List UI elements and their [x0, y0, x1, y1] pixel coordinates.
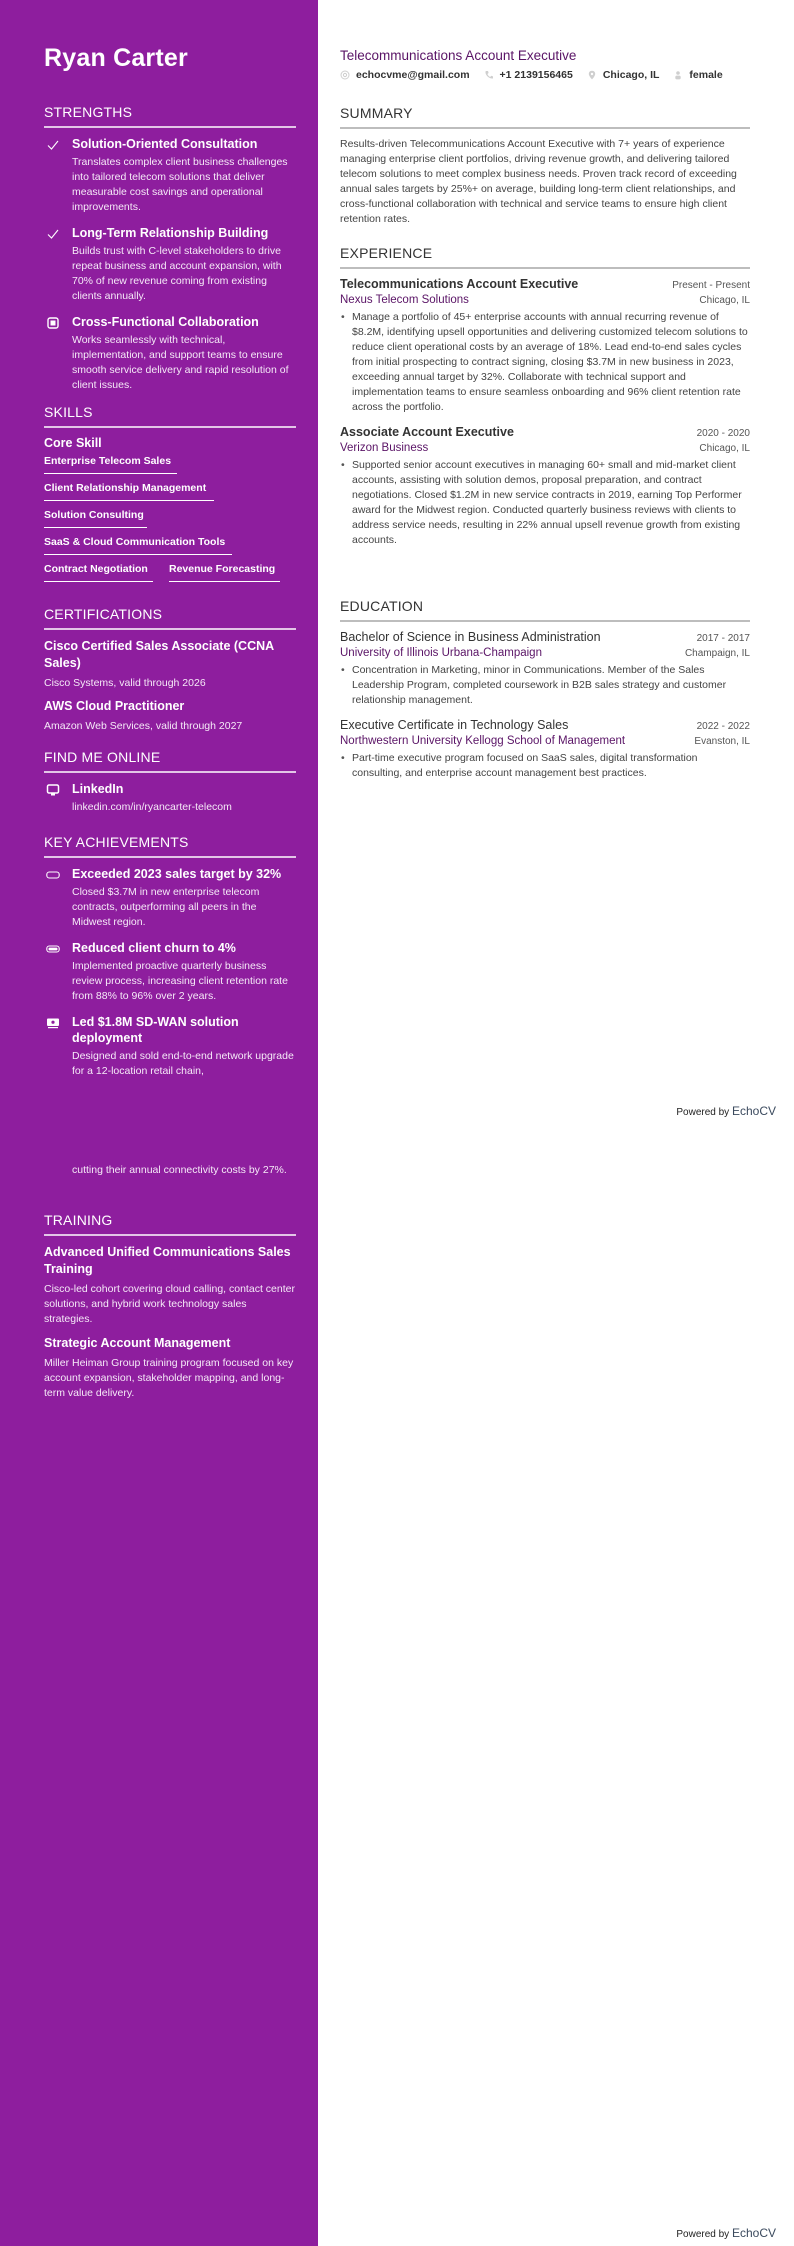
- cert-issuer: Amazon Web Services, valid through 2027: [44, 720, 243, 732]
- summary-text: Results-driven Telecommunications Account Executive with 7+ years of experience managing enterprise client portfolios, driving revenue growth, and delivering tailored telecom solutions to meet complex business needs. Proven track record of exceeding annual sales targets by 25%+ on average, building long-term client relationships, and cross-functional collaboration with technical and service teams to ensure high client retention rates.: [340, 138, 737, 225]
- strength-desc: Builds trust with C-level stakeholders to drive repeat business and account expansion, with 70% of new revenue coming from existing clients annually.: [72, 245, 282, 302]
- header: [340, 48, 750, 81]
- person-icon: [673, 70, 683, 80]
- certifications-section: [44, 606, 296, 741]
- strength-title: Long-Term Relationship Building: [72, 226, 269, 240]
- date-range: 2017 - 2017: [696, 633, 750, 644]
- at-icon: [340, 70, 350, 80]
- institution-name: Northwestern University Kellogg School of Management: [340, 735, 626, 747]
- achievement-title: Led $1.8M SD-WAN solution deployment: [72, 1015, 239, 1045]
- achievements-section: [44, 834, 296, 1089]
- powered-by-footer-page1: [676, 1104, 776, 1118]
- strength-item: [44, 225, 296, 304]
- skill-tag: Solution Consulting: [44, 509, 147, 528]
- training-title: Advanced Unified Communications Sales Training: [44, 1245, 291, 1276]
- skills-list: [44, 455, 296, 590]
- powered-by-label: Powered by: [676, 1107, 730, 1118]
- achievement-title: Exceeded 2023 sales target by 32%: [72, 867, 282, 881]
- skills-section: [44, 404, 296, 590]
- skill-group-label: Core Skill: [44, 436, 102, 450]
- online-site-name: LinkedIn: [72, 782, 124, 796]
- phone-text: +1 2139156465: [499, 69, 573, 81]
- position-title: Associate Account Executive: [340, 425, 514, 439]
- bullet-item: • Part-time executive program focused on SaaS sales, digital transformation consulting, and enterprise account management best practices.: [340, 751, 750, 781]
- candidate-name: Ryan Carter: [44, 44, 188, 72]
- cert-title: Cisco Certified Sales Associate (CCNA Sales): [44, 639, 274, 670]
- email-text: echocvme@gmail.com: [356, 69, 470, 81]
- achievement-title: Reduced client churn to 4%: [72, 941, 236, 955]
- achievement-desc: Designed and sold end-to-end network upgrade for a 12-location retail chain,: [72, 1050, 294, 1077]
- target-job-title: Telecommunications Account Executive: [340, 48, 577, 63]
- date-range: Present - Present: [672, 280, 750, 291]
- location: Chicago, IL: [699, 295, 750, 306]
- location: Chicago, IL: [699, 443, 750, 454]
- skill-tag: Enterprise Telecom Sales: [44, 455, 177, 474]
- online-url-link[interactable]: linkedin.com/in/ryancarter-telecom: [72, 801, 232, 813]
- responsibilities-list: [340, 458, 750, 548]
- strengths-heading: STRENGTHS: [44, 104, 296, 128]
- online-section: [44, 749, 296, 825]
- achievement-item: [44, 1014, 296, 1079]
- certifications-heading: CERTIFICATIONS: [44, 606, 296, 630]
- training-title: Strategic Account Management: [44, 1336, 231, 1350]
- achievement-desc: Closed $3.7M in new enterprise telecom contracts, outperforming all peers in the Midwest region.: [72, 886, 260, 928]
- skills-heading: SKILLS: [44, 404, 296, 428]
- responsibilities-list: [340, 310, 750, 415]
- checkmark-icon: [46, 227, 60, 241]
- strength-title: Solution-Oriented Consultation: [72, 137, 258, 151]
- strength-item: [44, 136, 296, 215]
- position-title: Telecommunications Account Executive: [340, 277, 579, 291]
- achievements-heading: KEY ACHIEVEMENTS: [44, 834, 296, 858]
- chip-icon: [46, 316, 60, 330]
- battery-full-icon: [46, 942, 60, 956]
- checkmark-icon: [46, 138, 60, 152]
- training-desc: Miller Heiman Group training program focused on key account expansion, stakeholder mapping, and long-term value delivery.: [44, 1357, 294, 1399]
- brand-link[interactable]: EchoCV: [731, 2226, 776, 2240]
- bullet-item: • Concentration in Marketing, minor in Communications. Member of the Sales Leadership Program, completed coursework in B2B sales strategy and customer relationship management.: [340, 663, 750, 708]
- experience-entry: [340, 425, 750, 548]
- achievement-item: [44, 940, 296, 1004]
- strength-item: [44, 314, 296, 393]
- degree-title: Executive Certificate in Technology Sales: [340, 718, 569, 732]
- experience-entry: [340, 277, 750, 415]
- location-pin-icon: [587, 70, 597, 80]
- strengths-section: [44, 104, 296, 403]
- phone-icon: [484, 70, 494, 80]
- skill-tag: Contract Negotiation: [44, 563, 153, 582]
- contact-bar: [340, 69, 750, 81]
- bullet-item: • Manage a portfolio of 45+ enterprise accounts with annual recurring revenue of $8.2M, identifying upsell opportunities and delivering customized telecom solutions to reduce client operational costs by an average of 18%. Lead end-to-end sales cycles from initial prospecting to contract signing, closing $3.7M in new business in 2023, exceeding annual target by 32%. Collaborate with technical support and implementation teams to ensure seamless onboarding and 96% client retention rate across the portfolio.: [340, 310, 750, 415]
- brand-link[interactable]: EchoCV: [731, 1104, 776, 1118]
- contact-gender: [673, 69, 722, 81]
- sidebar: [0, 0, 318, 2246]
- location: Champaign, IL: [684, 648, 750, 659]
- battery-empty-icon: [46, 868, 60, 882]
- cert-title: AWS Cloud Practitioner: [44, 699, 185, 713]
- education-section: [340, 598, 750, 791]
- monitor-icon: [46, 783, 60, 797]
- training-heading: TRAINING: [44, 1212, 296, 1236]
- education-heading: EDUCATION: [340, 598, 750, 622]
- location: Evanston, IL: [694, 736, 750, 747]
- company-name: Nexus Telecom Solutions: [340, 294, 469, 306]
- education-details: [340, 663, 750, 708]
- contact-phone[interactable]: [484, 69, 573, 81]
- company-name: Verizon Business: [340, 442, 429, 454]
- achievement-item-continued: [44, 1163, 296, 1178]
- online-heading: FIND ME ONLINE: [44, 749, 296, 773]
- summary-section: [340, 105, 750, 227]
- achievement-continuation: [44, 1163, 296, 1188]
- skill-tag: Client Relationship Management: [44, 482, 214, 501]
- skill-tag: SaaS & Cloud Communication Tools: [44, 536, 232, 555]
- education-entry: [340, 718, 750, 781]
- bullet-item: • Supported senior account executives in managing 60+ small and mid-market client accounts, assisting with solution demos, proposal preparation, and contract negotiations. Closed $1.2M in new service contracts in 2019, earning Top Performer award for the Midwest region. Conducted quarterly business reviews with clients to address service needs, resulting in 22% annual upsell revenue growth from existing accounts.: [340, 458, 750, 548]
- gender-text: female: [689, 69, 723, 81]
- strength-desc: Works seamlessly with technical, implementation, and support teams to ensure smooth service delivery and rapid resolution of client issues.: [72, 334, 289, 391]
- strength-desc: Translates complex client business challenges into tailored telecom solutions that deliver measurable cost savings and operational improvements.: [72, 156, 288, 213]
- strength-title: Cross-Functional Collaboration: [72, 315, 259, 329]
- skill-tag: Revenue Forecasting: [169, 563, 280, 582]
- powered-by-label: Powered by: [676, 2229, 730, 2240]
- achievement-desc: Implemented proactive quarterly business review process, increasing client retention rate from 88% to 96% over 2 years.: [72, 960, 288, 1002]
- experience-heading: EXPERIENCE: [340, 245, 750, 269]
- cert-issuer: Cisco Systems, valid through 2026: [44, 677, 206, 689]
- powered-by-footer-page2: [676, 2226, 776, 2240]
- location-text: Chicago, IL: [602, 69, 660, 81]
- degree-title: Bachelor of Science in Business Administration: [340, 630, 601, 644]
- money-bill-icon: [46, 1016, 60, 1030]
- summary-heading: SUMMARY: [340, 105, 750, 129]
- online-link-item[interactable]: [44, 781, 296, 815]
- contact-location: [587, 69, 660, 81]
- date-range: 2020 - 2020: [696, 428, 750, 439]
- main-content: [318, 0, 794, 2246]
- date-range: 2022 - 2022: [696, 721, 750, 732]
- achievement-desc: cutting their annual connectivity costs by 27%.: [72, 1164, 287, 1176]
- achievement-item: [44, 866, 296, 930]
- training-section: [44, 1212, 296, 1409]
- institution-name: University of Illinois Urbana-Champaign: [340, 647, 542, 659]
- contact-email[interactable]: [340, 69, 470, 81]
- training-desc: Cisco-led cohort covering cloud calling, contact center solutions, and hybrid work technology sales strategies.: [44, 1283, 295, 1325]
- experience-section: [340, 245, 750, 558]
- education-details: [340, 751, 750, 781]
- education-entry: [340, 630, 750, 708]
